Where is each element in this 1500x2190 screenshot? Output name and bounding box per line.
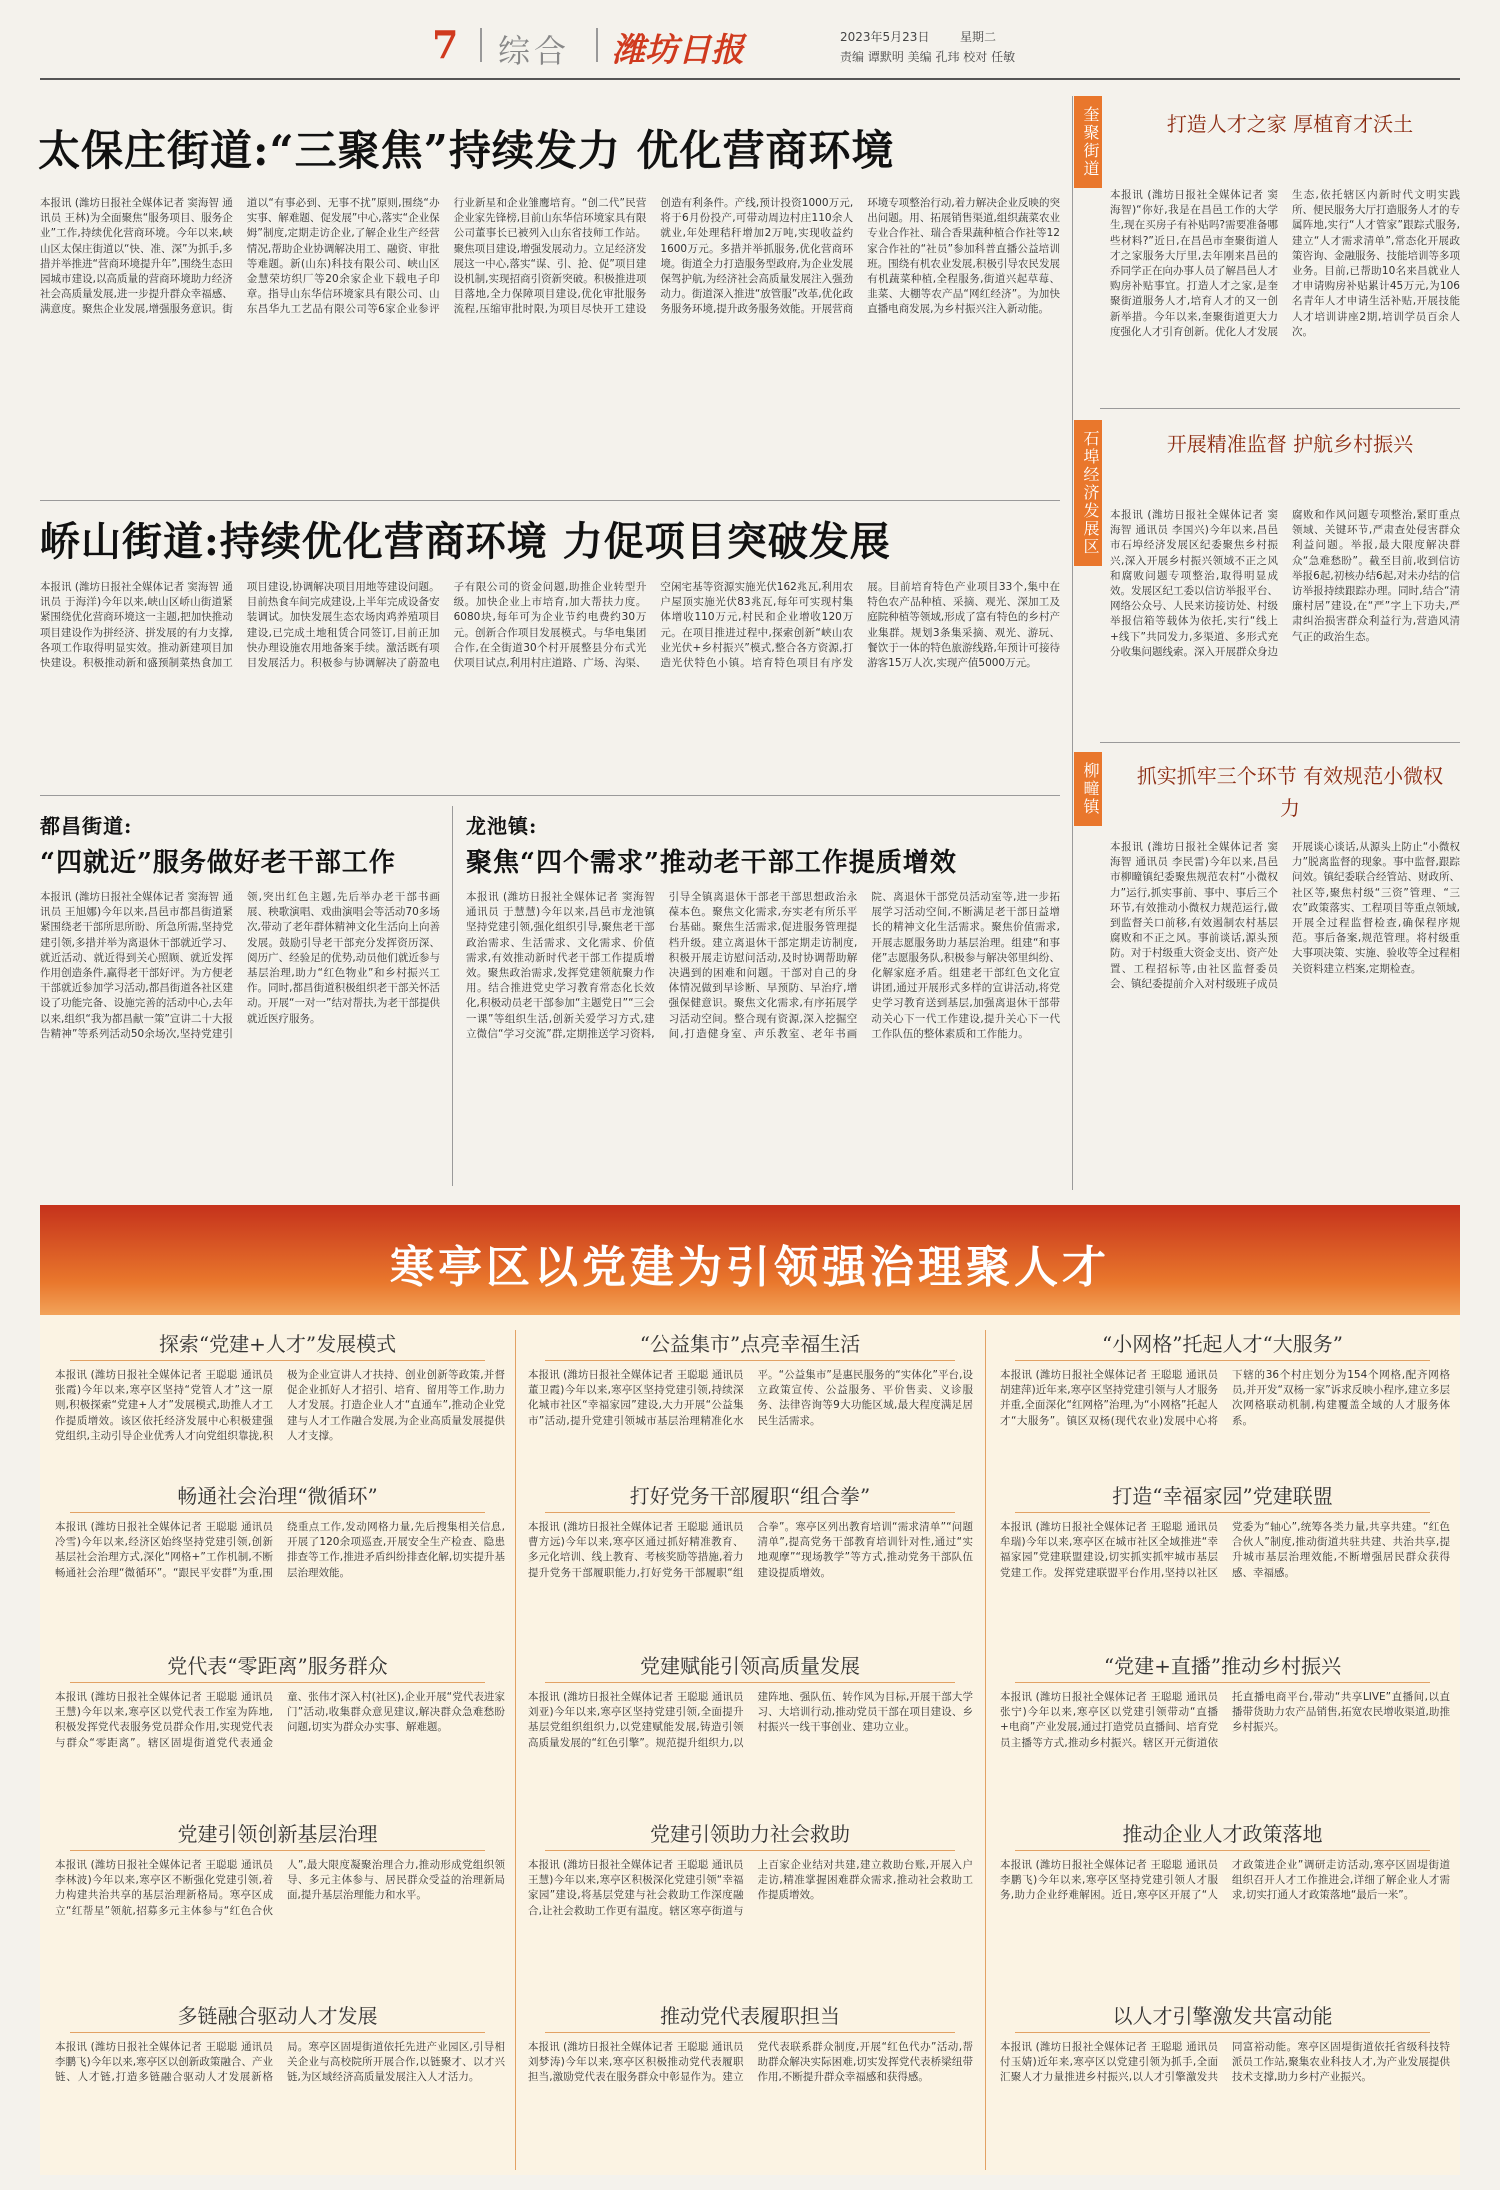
- sidebar-tag-kuiju: 奎聚街道: [1074, 96, 1102, 188]
- feature-title-underline: [70, 2032, 485, 2033]
- sidebar-tag-liutuan: 柳疃镇: [1074, 752, 1102, 826]
- feature-article: 本报讯 (潍坊日报社全媒体记者 王聪聪 通讯员 刘梦涛)今年以来,寒亭区积极推动党代表履职担当,激励党代表在服务群众中彰显作为。建立党代表联系群众制度,开展“红色代办”活动,帮助群众解决实际困难,切实发挥党代表桥梁纽带作用,不断提升群众幸福感和获得感。: [528, 2041, 973, 2084]
- feature-title: 以人才引擎激发共富动能: [1112, 2004, 1333, 2028]
- rule: [40, 500, 1060, 501]
- feature-article: 本报讯 (潍坊日报社全媒体记者 王聪聪 通讯员 张霞)今年以来,寒亭区坚持“党管人才”这一原则,积极探索“党建+人才”发展模式,助推人才工作提质增效。该区依托经济发展中心积极建强党组织,主动引导企业优秀人才向党组织靠拢,积极为企业宣讲人才扶持、创业创新等政策,并督促企业抓好人才招引、培育、留用等工作,助力人才发展。打造企业人才“直通车”,推动企业党建与人才工作融合发展,为企业高质量发展提供人才支撑。: [55, 1369, 505, 1442]
- rule: [1100, 742, 1460, 743]
- feature-article: 本报讯 (潍坊日报社全媒体记者 王聪聪 通讯员 董卫霞)今年以来,寒亭区坚持党建引领,持续深化城市社区“幸福家园”建设,大力开展“公益集市”活动,提升党建引领城市基层治理精准化水平。“公益集市”是惠民服务的“实体化”平台,设立政策宣传、公益服务、平价售卖、义诊服务、法律咨询等9大功能区域,最大程度满足居民生活需求。: [528, 1369, 973, 1427]
- headline-taibaozhuang: 太保庄街道:“三聚焦”持续发力 优化营商环境: [38, 126, 895, 175]
- sidebar-headline-shibu: 开展精准监督 护航乡村振兴: [1166, 432, 1414, 456]
- feature-divider: [515, 1330, 516, 2170]
- masthead: [40, 18, 1460, 78]
- feature-article: 本报讯 (潍坊日报社全媒体记者 王聪聪 通讯员 王慧)今年以来,寒亭区积极深化党建引领“幸福家园”建设,将基层党建与社会救助工作深度融合,让社会救助工作更有温度。辖区寒亭街道与上百家企业结对共建,建立救助台账,开展入户走访,精准掌握困难群众需求,推动社会救助工作提质增效。: [528, 1859, 973, 1917]
- feature-title-underline: [545, 2032, 955, 2033]
- feature-title-underline: [1015, 2032, 1430, 2033]
- feature-article: 本报讯 (潍坊日报社全媒体记者 王聪聪 通讯员 胡建萍)近年来,寒亭区坚持党建引领与人才服务并重,全面深化“红网格”治理,为“小网格”托起人才“大服务”。镇区双杨(现代农业)发展中心将下辖的36个村庄划分为154个网格,配齐网格员,并开发“双杨一家”诉求反映小程序,建立多层次网格联动机制,构建覆盖全域的人才服务体系。: [1000, 1369, 1450, 1427]
- feature-title: 打好党务干部履职“组合拳”: [629, 1484, 871, 1508]
- feature-article: 本报讯 (潍坊日报社全媒体记者 王聪聪 通讯员 李鹏飞)今年以来,寒亭区以创新政策融合、产业链、人才链,打造多链融合驱动人才发展新格局。寒亭区固堤街道依托先进产业园区,引导相关企业与高校院所开展合作,以链聚才、以才兴链,为区域经济高质量发展注入人才活力。: [55, 2041, 505, 2084]
- sidebar-article-liutuan: 本报讯 (潍坊日报社全媒体记者 窦海智 通讯员 李民雷)今年以来,昌邑市柳疃镇纪委聚焦规范农村“小微权力”运行,抓实事前、事中、事后三个环节,有效推动小微权力规范运行,做到监督关口前移,有效遏制农村基层腐败和不正之风。事前谈话,源头预防。对于村级重大资金支出、资产处置、工程招标等,由社区监督委员会、镇纪委提前介入对村级班子成员开展谈心谈话,从源头上防止“小微权力”脱离监督的现象。事中监督,跟踪问效。镇纪委联合经管站、财政所、社区等,聚焦村级“三资”管理、“三农”政策落实、工程项目等重点领域,开展全过程监督检查,确保程序规范。事后备案,规范管理。将村级重大事项决策、实施、验收等全过程相关资料建立档案,定期检查。: [1110, 841, 1460, 990]
- column-divider: [452, 806, 453, 1186]
- feature-article: 本报讯 (潍坊日报社全媒体记者 王聪聪 通讯员 刘亚)今年以来,寒亭区坚持党建引领,全面提升基层党组织组织力,以党建赋能发展,铸造引领高质量发展的“红色引擎”。规范提升组织力,以建阵地、强队伍、转作风为目标,开展干部大学习、大培训行动,推动党员干部在项目建设、乡村振兴一线干事创业、建功立业。: [528, 1691, 973, 1749]
- issue-date: 2023年5月23日: [840, 30, 930, 44]
- feature-title-underline: [545, 1360, 955, 1361]
- feature-title: 探索“党建+人才”发展模式: [158, 1332, 397, 1356]
- feature-title-underline: [545, 1682, 955, 1683]
- feature-article: 本报讯 (潍坊日报社全媒体记者 王聪聪 通讯员 王慧)今年以来,寒亭区以党代表工作室为阵地,积极发挥党代表服务党员群众作用,实现党代表与群众“零距离”。辖区固堤街道党代表通金童、张伟才深入村(社区),企业开展“党代表进家门”活动,收集群众意见建议,解决群众急难愁盼问题,切实为群众办实事、解难题。: [55, 1691, 505, 1749]
- article-taibaozhuang: 本报讯 (潍坊日报社全媒体记者 窦海智 通讯员 王林)为全面聚焦“服务项目、服务企业”工作,持续优化营商环境。今年以来,峡山区太保庄街道以“快、准、深”为抓手,多措并举推进“营商环境提升年”,围绕生态田园城市建设,以高质量的营商环境助力经济社会高质量发展,进一步提升群众幸福感、满意度。聚焦企业发展,增强服务意识。街道以“有事必到、无事不扰”原则,围绕“办实事、解难题、促发展”中心,落实“企业保姆”制度,定期走访企业,了解企业生产经营情况,帮助企业协调解决用工、融资、审批等难题。新(山东)科技有限公司、峡山区金慧荣坊织厂等20余家企业下载电子印章。指导山东华信环境家具有限公司、山东昌华九工艺品有限公司等6家企业参评行业新星和企业雏鹰培育。“创二代”民营企业家先锋榜,目前山东华信环境家具有限公司董事长已被列入山东省技师工作站。聚焦项目建设,增强发展动力。立足经济发展这一中心,落实“谋、引、抢、促”项目建设机制,实现招商引资新突破。积极推进项目落地,全力保障项目建设,优化审批服务流程,压缩审批时限,为项目尽快开工建设创造有利条件。产线,预计投资1000万元,将于6月份投产,可带动周边村庄110余人就业,年处理秸秆增加2万吨,实现收益约1600万元。多措并举抓服务,优化营商环境。街道全力打造服务型政府,为企业发展保驾护航,为经济社会高质量发展注入强劲动力。街道深入推进“放管服”改革,优化政务服务环境,提升政务服务效能。开展营商环境专项整治行动,着力解决企业反映的突出问题。用、拓展销售渠道,组织蔬菜农业专业合作社、瑞合香果蔬种植合作社等12家合作社的“社员”参加科普直播公益培训班。围绕有机农业发展,积极引导农民发展有机蔬菜种植,全程服务,街道兴起草莓、韭菜、大棚等农产品“网红经济”。为加快直播电商发展,为乡村振兴注入新动能。: [40, 197, 1060, 316]
- feature-title: 党代表“零距离”服务群众: [167, 1654, 388, 1678]
- sidebar-tag-shibu: 石埠经济发展区: [1074, 420, 1102, 566]
- page-number: 7: [432, 22, 459, 67]
- feature-title-underline: [545, 1850, 955, 1851]
- sidebar-article-shibu: 本报讯 (潍坊日报社全媒体记者 窦海智 通讯员 李国兴)今年以来,昌邑市石埠经济发展区纪委聚焦乡村振兴,深入开展乡村振兴领域不正之风和腐败问题专项整治,取得明显成效。发展区纪工委以信访举报平台、网络公众号、人民来访接访处、村级举报信箱等载体为依托,实行“线上+线下”共同发力,多渠道、多形式充分收集问题线索。深入开展群众身边腐败和作风问题专项整治,紧盯重点领域、关键环节,严肃查处侵害群众利益问题。举报,最大限度解决群众“急难愁盼”。截至目前,收到信访举报6起,初核办结6起,对未办结的信访举报持续跟踪办理。同时,结合“清廉村居”建设,在“严”字上下功夫,严肃纠治损害群众利益行为,营造风清气正的政治生态。: [1110, 509, 1460, 658]
- feature-article: 本报讯 (潍坊日报社全媒体记者 王聪聪 通讯员 李林波)今年以来,寒亭区不断强化党建引领,着力构建共治共享的基层治理新格局。寒亭区成立“红帮星”领航,招募多元主体参与“红色合伙人”,最大限度凝聚治理合力,推动形成党组织领导、多元主体参与、居民群众受益的治理新局面,提升基层治理能力和水平。: [55, 1859, 505, 1917]
- feature-article: 本报讯 (潍坊日报社全媒体记者 王聪聪 通讯员 李鹏飞)今年以来,寒亭区坚持党建引领人才服务,助力企业纾难解困。近日,寒亭区开展了“人才政策进企业”调研走访活动,寒亭区固堤街道组织召开人才工作推进会,详细了解企业人才需求,切实打通人才政策落地“最后一米”。: [1000, 1859, 1450, 1902]
- feature-title-underline: [70, 1360, 485, 1361]
- feature-title: 打造“幸福家园”党建联盟: [1112, 1484, 1333, 1508]
- headline-duchang: “四就近”服务做好老干部工作: [40, 848, 396, 878]
- feature-title-underline: [1015, 1850, 1430, 1851]
- section-name: 综合: [498, 32, 571, 70]
- feature-banner-title: 寒亭区以党建为引领强治理聚人才: [390, 1242, 1110, 1293]
- feature-title-underline: [70, 1682, 485, 1683]
- feature-title: 党建引领助力社会救助: [650, 1822, 850, 1846]
- feature-title-underline: [545, 1512, 955, 1513]
- feature-title: 多链融合驱动人才发展: [177, 2004, 378, 2028]
- feature-article: 本报讯 (潍坊日报社全媒体记者 王聪聪 通讯员 付玉婧)近年来,寒亭区以党建引领为抓手,全面汇聚人才力量推进乡村振兴,以人才引擎激发共同富裕动能。寒亭区固堤街道依托省级科技特派员工作站,聚集农业科技人才,为产业发展提供技术支撑,助力乡村产业振兴。: [1000, 2041, 1450, 2084]
- feature-title: “党建+直播”推动乡村振兴: [1103, 1654, 1342, 1678]
- sidebar-headline-liutuan: 抓实抓牢三个环节 有效规范小微权力: [1136, 764, 1444, 820]
- feature-title: 党建赋能引领高质量发展: [640, 1654, 860, 1678]
- feature-title: 推动企业人才政策落地: [1122, 1822, 1323, 1846]
- rule: [40, 795, 1060, 796]
- feature-title-underline: [1015, 1512, 1430, 1513]
- kicker-longchi: 龙池镇:: [466, 814, 538, 838]
- feature-divider: [985, 1330, 986, 2170]
- feature-title: “公益集市”点亮幸福生活: [639, 1332, 861, 1356]
- paper-logo: 潍坊日报: [612, 30, 744, 69]
- issue-weekday: 星期二: [960, 30, 997, 44]
- feature-title-underline: [70, 1512, 485, 1513]
- feature-banner: [40, 1205, 1460, 1315]
- feature-title-underline: [70, 1850, 485, 1851]
- column-divider: [1072, 96, 1073, 1190]
- kicker-duchang: 都昌街道:: [40, 814, 133, 838]
- feature-title: 畅通社会治理“微循环”: [177, 1484, 378, 1508]
- editor-credits: 责编 谭默明 美编 孔玮 校对 任敏: [840, 50, 1016, 64]
- rule: [1100, 408, 1460, 409]
- article-duchang: 本报讯 (潍坊日报社全媒体记者 窦海智 通讯员 王旭娜)今年以来,昌邑市都昌街道紧紧围绕老干部所思所盼、所急所需,坚持党建引领,多措并举为离退休干部就近学习、就近活动、就近得到关心照顾、就近发挥作用创造条件,赢得老干部好评。为方便老干部就近参加学习活动,都昌街道各社区建设了功能完备、设施完善的活动中心,去年以来,组织“我为都昌献一策”宣讲二十大报告精神”等系列活动50余场次,坚持党建引领,突出红色主题,先后举办老干部书画展、秧歌演唱、戏曲演唱会等活动70多场次,带动了老年群体精神文化生活向上向善发展。鼓励引导老干部充分发挥资历深、阅历广、经验足的优势,动员他们就近参与基层治理,助力“红色物业”和乡村振兴工作。同时,都昌街道积极组织老干部关怀活动。开展“一对一”结对帮扶,为老干部提供就近医疗服务。: [40, 891, 440, 1040]
- masthead-divider: [480, 28, 482, 62]
- feature-title: 推动党代表履职担当: [660, 2004, 840, 2028]
- masthead-rule: [40, 78, 1460, 80]
- feature-title: “小网格”托起人才“大服务”: [1102, 1332, 1343, 1356]
- sidebar-headline-kuiju: 打造人才之家 厚植育才沃土: [1166, 112, 1414, 136]
- sidebar-article-kuiju: 本报讯 (潍坊日报社全媒体记者 窦海智)“你好,我是在昌邑工作的大学生,现在买房子有补贴吗?需要准备哪些材料?”近日,在昌邑市奎聚街道人才之家服务大厅里,去年刚来昌邑的乔同学正在向办事人员了解昌邑人才购房补贴事宜。打造人才之家,是奎聚街道服务人才,培育人才的又一创新举措。今年以来,奎聚街道更大力度强化人才引育创新。优化人才发展生态,依托辖区内新时代文明实践所、便民服务大厅打造服务人才的专属阵地,实行“人才管家”跟踪式服务,建立“人才需求清单”,常态化开展政策咨询、金融服务、技能培训等多项业务。目前,已帮助10名来昌就业人才申请购房补贴累计45万元,为106名青年人才申请生活补贴,开展技能人才培训讲座2期,培训学员百余人次。: [1110, 189, 1460, 338]
- feature-article: 本报讯 (潍坊日报社全媒体记者 王聪聪 通讯员 张宁)今年以来,寒亭区以党建引领带动“直播+电商”产业发展,通过打造党员直播间、培育党员主播等方式,推动乡村振兴。辖区开元街道依托直播电商平台,带动“共享LIVE”直播间,以直播带货助力农产品销售,拓宽农民增收渠道,助推乡村振兴。: [1000, 1691, 1450, 1749]
- feature-title-underline: [1015, 1360, 1430, 1361]
- headline-zhashan: 峤山街道:持续优化营商环境 力促项目突破发展: [40, 518, 891, 565]
- headline-longchi: 聚焦“四个需求”推动老干部工作提质增效: [466, 848, 957, 878]
- masthead-divider: [596, 28, 598, 62]
- feature-article: 本报讯 (潍坊日报社全媒体记者 王聪聪 通讯员 曹方远)今年以来,寒亭区通过抓好精准教育、多元化培训、线上教育、考核奖励等措施,着力提升党务干部履职能力,打好党务干部履职“组合拳”。寒亭区列出教育培训“需求清单”“问题清单”,提高党务干部教育培训针对性,通过“实地观摩”“现场教学”等方式,推动党务干部队伍建设提质增效。: [528, 1521, 973, 1579]
- article-longchi: 本报讯 (潍坊日报社全媒体记者 窦海智 通讯员 于慧慧)今年以来,昌邑市龙池镇坚持党建引领,强化组织引导,聚焦老干部政治需求、生活需求、文化需求、价值需求,有效推动新时代老干部工作提质增效。聚焦政治需求,发挥党建领航聚力作用。结合推进党史学习教育常态化长效化,积极动员老干部参加“主题党日”“三会一课”等组织生活,创新关爱学习方式,建立微信“学习交流”群,定期推送学习资料,引导全镇离退休干部老干部思想政治永葆本色。聚焦文化需求,夯实老有所乐平台基础。聚焦生活需求,促进服务管理提档升级。建立离退休干部定期走访制度,积极开展走访慰问活动,及时协调帮助解决遇到的困难和问题。干部对自己的身体情况做到早诊断、早预防、早治疗,增强保健意识。聚焦文化需求,有序拓展学习活动空间。整合现有资源,深入挖掘空间,打造健身室、声乐教室、老年书画院、离退休干部党员活动室等,进一步拓展学习活动空间,不断满足老干部日益增长的精神文化生活需求。聚焦价值需求,开展志愿服务助力基层治理。组建“和事佬”志愿服务队,积极参与解决邻里纠纷、化解家庭矛盾。组建老干部红色文化宣讲团,通过开展形式多样的宣讲活动,将党史学习教育送到基层,加强离退休干部带动关心下一代工作建设,提升关心下一代工作队伍的整体素质和工作能力。: [466, 891, 1060, 1040]
- feature-article: 本报讯 (潍坊日报社全媒体记者 王聪聪 通讯员 冷雪)今年以来,经济区始终坚持党建引领,创新基层社会治理方式,深化“网格+”工作机制,不断畅通社会治理“微循环”。“跟民平安群”为重,围绕重点工作,发动网格力量,先后搜集相关信息,开展了120余项巡查,开展安全生产检查、隐患排查等工作,推进矛盾纠纷排查化解,切实提升基层治理效能。: [55, 1521, 505, 1579]
- feature-article: 本报讯 (潍坊日报社全媒体记者 王聪聪 通讯员 牟瑞)今年以来,寒亭区在城市社区全域推进“幸福家园”党建联盟建设,切实抓实抓牢城市基层党建工作。发挥党建联盟平台作用,坚持以社区党委为“轴心”,统筹各类力量,共享共建。“红色合伙人”制度,推动街道共驻共建、共治共享,提升城市基层治理效能,不断增强居民群众获得感、幸福感。: [1000, 1521, 1450, 1579]
- article-zhashan: 本报讯 (潍坊日报社全媒体记者 窦海智 通讯员 于海洋)今年以来,峡山区峤山街道紧紧围绕优化营商环境这一主题,把加快推动项目建设作为拼经济、拼发展的有力支撑,各项工作取得明显实效。推动新建项目加快建设。积极推动新和盛预制菜热食加工项目建设,协调解决项目用地等建设问题。目前热食车间完成建设,上半年完成设备安装调试。加快发展生态农场肉鸡养殖项目建设,已完成土地租赁合同签订,目前正加快办理设施农用地备案手续。激活既有项目发展活力。积极参与协调解决了蔚盈电子有限公司的资金问题,助推企业转型升级。加快企业上市培育,加大帮扶力度。6080块,每年可为企业节约电费约30万元。创新合作项目发展模式。与华电集团合作,在全街道30个村开展整县分布式光伏项目试点,利用村庄道路、广场、沟渠、空闲宅基等资源实施光伏162兆瓦,利用农户屋顶实施光伏83兆瓦,每年可实现村集体增收110万元,村民和企业增收120万元。在项目推进过程中,探索创新“峡山农业光伏+乡村振兴”模式,整合各方资源,打造光伏特色小镇。培育特色项目有序发展。目前培育特色产业项目33个,集中在特色农产品种植、采摘、观光、深加工及庭院种植等领域,形成了富有特色的乡村产业集群。规划3条集采摘、观光、游玩、餐饮于一体的特色旅游线路,年预计可接待游客15万人次,实现产值5000万元。: [40, 581, 1060, 670]
- feature-title: 党建引领创新基层治理: [177, 1822, 378, 1846]
- feature-title-underline: [1015, 1682, 1430, 1683]
